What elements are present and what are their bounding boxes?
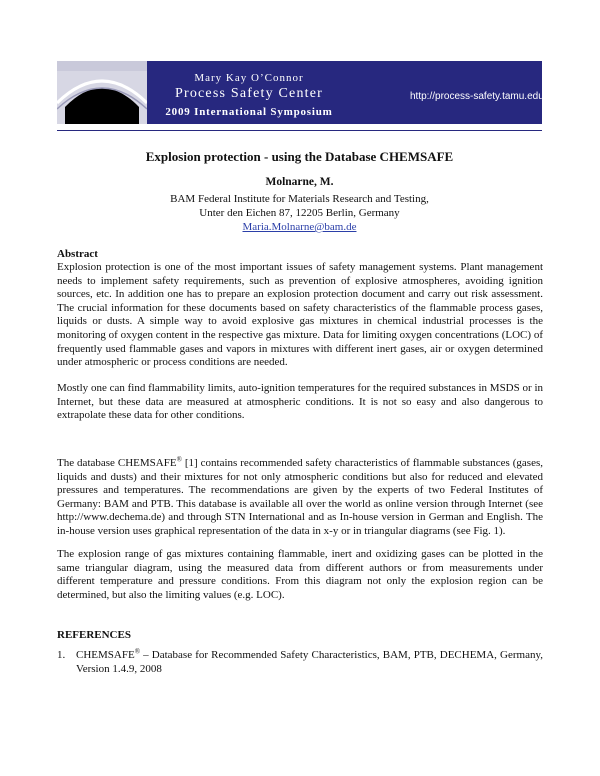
header-divider [57,130,542,131]
affiliation-line-1: BAM Federal Institute for Materials Research and Testing, [170,193,429,205]
logo-panel [57,61,147,124]
symposium-label: 2009 International Symposium [165,106,333,118]
references-heading: REFERENCES [57,629,131,641]
abstract-paragraph-4: The explosion range of gas mixtures containing flammable, inert and oxidizing gases can be plotted in the same triangular diagram, using the measured data from different authors or from measurements under different temperature and pressure conditions. From this diagram not only the explosion region can be determined, but also the limiting values (e.g. LOC). [57,548,543,601]
reference-title-start: CHEMSAFE [76,649,135,661]
author-email-link[interactable]: Maria.Molnarne@bam.de [242,221,357,233]
abstract-heading: Abstract [57,248,98,260]
center-name: Process Safety Center [174,86,324,101]
center-founder-name: Mary Kay O’Connor [194,72,304,84]
paragraph-3-body: [1] contains recommended safety characteristics of flammable substances (gases, liquids and dusts) and their mixtures for not only atmospheric conditions but also for reduced and elevated pressures and temperatures. The recommendations are given by the experts of two Federal Institutes of Germany: BAM and PTB. This database is available all over the world as online version through Internet (see http://www.dechema.de) and through STN International and as In-house version in German and English. The in-house version uses graphical representation of the data in x-y or in triangular diagrams (see Fig. 1). [57,457,543,537]
dome-logo-icon [57,61,147,124]
chemsafe-name: The database CHEMSAFE [57,457,177,469]
abstract-paragraph-1: Explosion protection is one of the most important issues of safety management systems. Plant management needs to implement safety requirements, such as prevention of explosive atmospheres, avoiding ignition sources, etc. In addition one has to prepare an explosion protection document and carry out risk assessment. The crucial information for these documents based on safety characteristics of the flammable process gases, liquids or dusts. A simple way to avoid explosive gas mixtures in chemical industrial processes is the monitoring of oxygen content in the respective gas mixture. Data for limiting oxygen concentrations (LOC) of frequently used flammable gases and vapors in mixtures with different inert gases, air or oxygen determined under atmospheric or process conditions are needed. [57,261,543,369]
reference-title-rest: – Database for Recommended Safety Characteristics, BAM, PTB, DECHEMA, Germany, Version 1.4.9, 2008 [76,649,543,675]
reference-text [76,648,543,676]
center-url-link[interactable]: http://process-safety.tamu.edu [410,91,544,102]
reference-registered-mark: ® [134,647,141,656]
paper-title: Explosion protection - using the Database CHEMSAFE [145,149,454,164]
abstract-paragraph-2: Mostly one can find flammability limits, auto-ignition temperatures for the required substances in MSDS or in Internet, but these data are measured at atmospheric conditions. It is not so easy and also dangerous to extrapolate these data for other conditions. [57,382,543,422]
abstract-paragraph-3 [57,457,543,539]
affiliation-line-2: Unter den Eichen 87, 12205 Berlin, Germany [199,207,400,219]
registered-mark: ® [176,455,182,464]
paper-author: Molnarne, M. [265,176,334,188]
reference-number: 1. [57,649,66,661]
